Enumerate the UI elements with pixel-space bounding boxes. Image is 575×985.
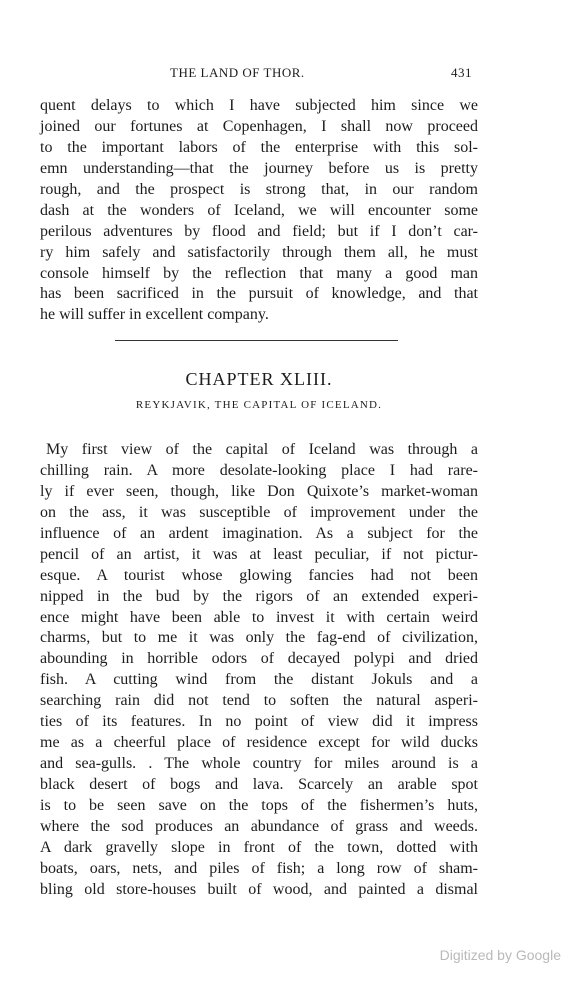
text-line: console himself by the reflection that many a good man: [40, 264, 478, 282]
text-line: searching rain did not tend to soften the natural asperi-: [40, 692, 478, 710]
text-line: ties of its features. In no point of view did it impress: [40, 713, 478, 731]
text-line: rough, and the prospect is strong that, in our random: [40, 180, 478, 198]
text-line: to the important labors of the enterprise with this sol-: [40, 138, 478, 156]
text-line: A dark gravelly slope in front of the town, dotted with: [40, 838, 478, 856]
text-line: me as a cheerful place of residence except for wild ducks: [40, 734, 478, 752]
text-line: has been sacrificed in the pursuit of knowledge, and that: [40, 285, 478, 303]
text-line: black desert of bogs and lava. Scarcely an arable spot: [40, 776, 478, 793]
text-line: is to be seen save on the tops of the fishermen’s huts,: [40, 796, 478, 814]
text-line: My first view of the capital of Iceland was through a: [46, 441, 478, 458]
chapter-subtitle: REYKJAVIK, THE CAPITAL OF ICELAND.: [135, 399, 383, 411]
text-line: joined our fortunes at Copenhagen, I shall now proceed: [40, 117, 478, 135]
text-line: ence might have been able to invest it with certain weird: [40, 608, 478, 626]
text-line: he will suffer in excellent company.: [40, 306, 269, 324]
previous-chapter-paragraph: [40, 96, 478, 326]
text-line: nipped in the bud by the rigors of an extended experi-: [40, 587, 478, 605]
text-line: ry him safely and satisfactorily through them all, he must: [40, 243, 478, 261]
text-line: dash at the wonders of Iceland, we will encounter some: [40, 201, 478, 219]
text-line: abounding in horrible odors of decayed polypi and dried: [40, 650, 478, 668]
chapter-heading: CHAPTER XLIII.: [185, 369, 333, 389]
digitization-watermark: Digitized by Google: [439, 947, 561, 963]
running-title: THE LAND OF THOR.: [170, 65, 305, 80]
running-header: [40, 65, 478, 85]
text-line: emn understanding—that the journey before us is pretty: [40, 159, 478, 177]
text-line: charms, but to me it was only the fag-end of civilization,: [40, 629, 478, 647]
text-line: where the sod produces an abundance of grass and weeds.: [40, 817, 478, 835]
text-line: pencil of an artist, it was at least peculiar, if not pictur-: [40, 545, 478, 563]
text-line: influence of an ardent imagination. As a subject for the: [40, 524, 478, 542]
text-line: and sea-gulls. . The whole country for miles around is a: [40, 755, 478, 773]
text-line: chilling rain. A more desolate-looking place I had rare-: [40, 461, 478, 479]
text-line: bling old store-houses built of wood, and painted a dismal: [40, 880, 478, 898]
text-line: on the ass, it was susceptible of improvement under the: [40, 503, 478, 521]
text-line: quent delays to which I have subjected him since we: [40, 97, 478, 114]
text-line: perilous adventures by flood and field; but if I don’t car-: [40, 222, 478, 240]
text-line: esque. A tourist whose glowing fancies had not been: [40, 566, 478, 584]
text-line: ly if ever seen, though, like Don Quixote’s market-woman: [40, 482, 478, 500]
section-divider: [115, 340, 398, 341]
page-number: 431: [451, 65, 472, 80]
text-line: boats, oars, nets, and piles of fish; a long row of sham-: [40, 859, 478, 877]
text-line: fish. A cutting wind from the distant Jokuls and a: [40, 671, 478, 689]
chapter-body-paragraph: [40, 440, 478, 901]
